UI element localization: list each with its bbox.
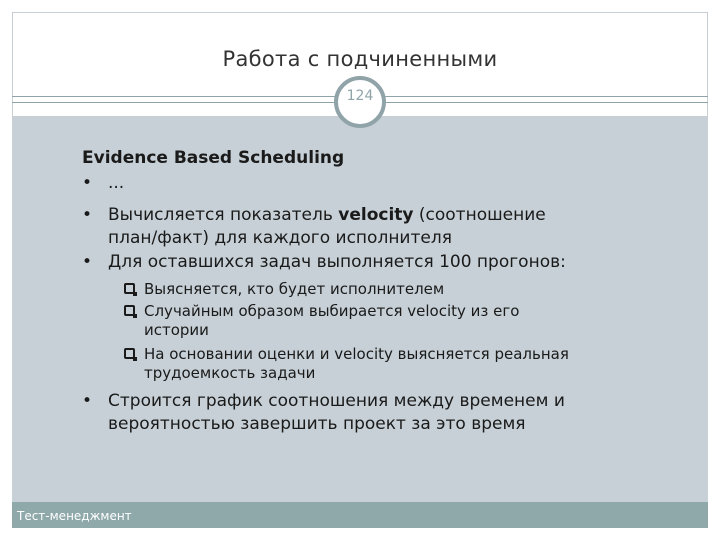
footer-label: Тест-менеджмент: [17, 509, 132, 523]
bullet-text: Вычисляется показатель velocity (соотношение: [108, 205, 546, 225]
slide-title: Работа с подчиненными: [222, 47, 498, 71]
section-heading: Evidence Based Scheduling: [82, 148, 345, 168]
bullet-icon: •: [82, 391, 93, 411]
bullet-text: вероятностью завершить проект за это время: [108, 414, 526, 434]
sub-bullet-text: Случайным образом выбирается velocity из его: [144, 302, 520, 320]
sub-bullet-text: трудоемкость задачи: [144, 364, 316, 382]
checkbox-bullet-icon: [124, 283, 135, 294]
velocity-term: velocity: [338, 205, 414, 225]
page-number: 124: [346, 88, 374, 104]
bullet-text: Строится график соотношения между временем и: [108, 391, 565, 411]
bullet-icon: •: [82, 173, 93, 193]
bullet-text: Для оставшихся задач выполняется 100 прогонов:: [108, 252, 566, 272]
bullet-text: план/факт) для каждого исполнителя: [108, 228, 452, 248]
checkbox-bullet-icon: [124, 305, 135, 316]
sub-bullet-text: На основании оценки и velocity выясняется реальная: [144, 345, 569, 363]
sub-bullet-text: истории: [144, 321, 209, 339]
bullet-icon: •: [82, 252, 93, 272]
bullet-text: ...: [108, 173, 125, 193]
checkbox-bullet-icon: [124, 348, 135, 359]
sub-bullet-text: Выясняется, кто будет исполнителем: [144, 280, 445, 298]
bullet-icon: •: [82, 205, 93, 225]
